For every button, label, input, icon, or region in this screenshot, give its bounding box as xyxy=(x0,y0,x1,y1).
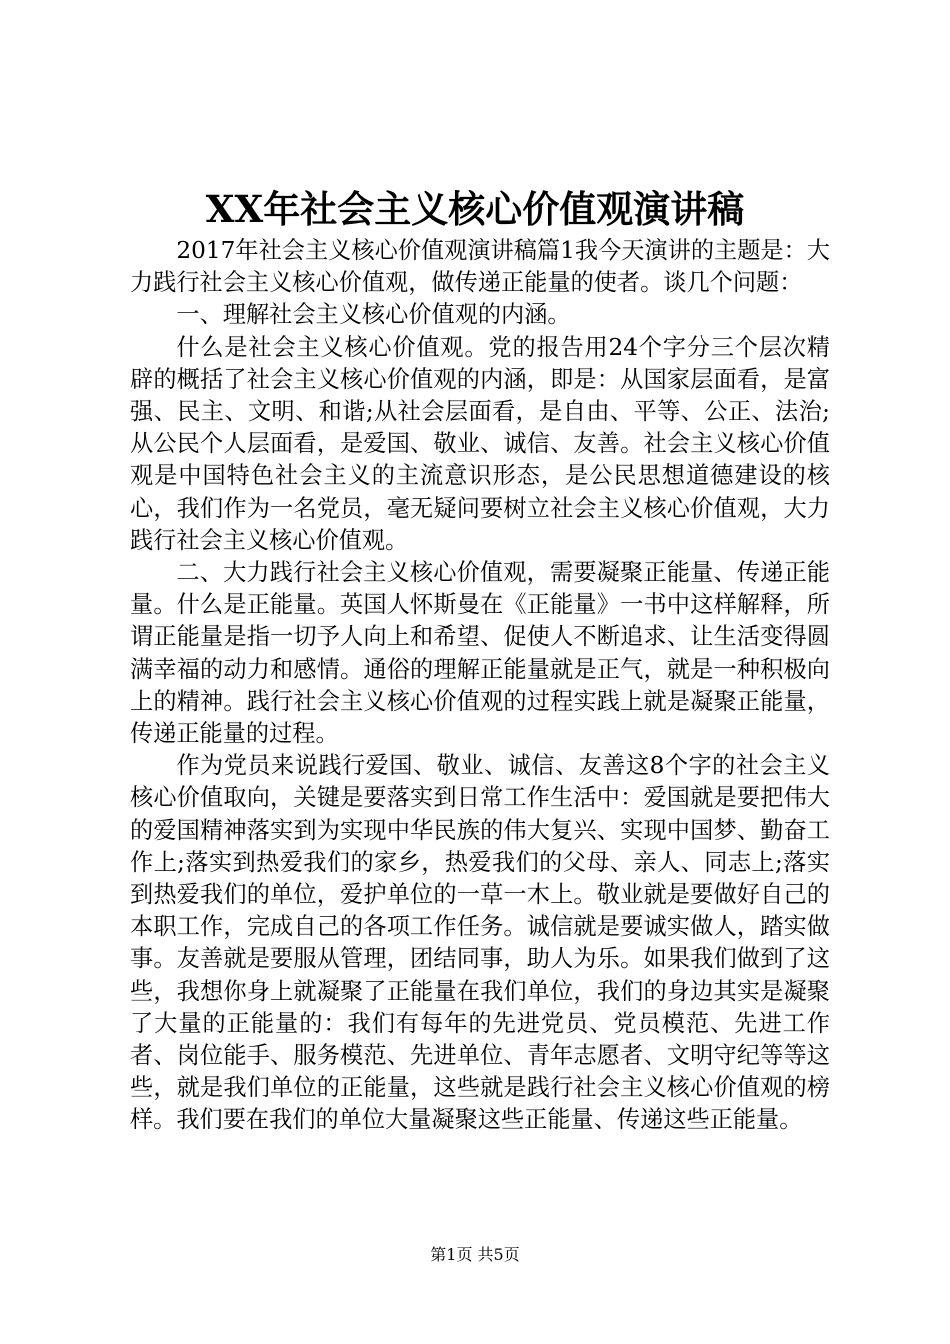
document-body xyxy=(130,235,830,1137)
paragraph-party-member-practice: 作为党员来说践行爱国、敬业、诚信、友善这8个字的社会主义核心价值取向，关键是要落实到日常工作生活中：爱国就是要把伟大的爱国精神落实到为实现中华民族的伟大复兴、实现中国梦、勤奋工作上;落实到热爱我们的家乡，热爱我们的父母、亲人、同志上;落实到热爱我们的单位，爱护单位的一草一木上。敬业就是要做好自己的本职工作，完成自己的各项工作任务。诚信就是要诚实做人，踏实做事。友善就是要服从管理，团结同事，助人为乐。如果我们做到了这些，我想你身上就凝聚了正能量在我们单位，我们的身边其实是凝聚了大量的正能量的：我们有每年的先进党员、党员模范、先进工作者、岗位能手、服务模范、先进单位、青年志愿者、文明守纪等等这些，就是我们单位的正能量，这些就是践行社会主义核心价值观的榜样。我们要在我们的单位大量凝聚这些正能量、传递这些正能量。 xyxy=(130,752,830,1134)
paragraph-core-values-definition: 什么是社会主义核心价值观。党的报告用24个字分三个层次精辟的概括了社会主义核心价值观的内涵，即是：从国家层面看，是富强、民主、文明、和谐;从社会层面看，是自由、平等、公正、法治;从公民个人层面看，是爱国、敬业、诚信、友善。社会主义核心价值观是中国特色社会主义的主流意识形态，是公民思想道德建设的核心，我们作为一名党员，毫无疑问要树立社会主义核心价值观，大力践行社会主义核心价值观。 xyxy=(130,333,830,554)
page-footer: 第1页 共5页 xyxy=(430,1245,520,1264)
paragraph-intro: 2017年社会主义核心价值观演讲稿篇1我今天演讲的主题是：大力践行社会主义核心价值观，做传递正能量的使者。谈几个问题： xyxy=(130,237,830,297)
paragraph-section-two-positive-energy: 二、大力践行社会主义核心价值观，需要凝聚正能量、传递正能量。什么是正能量。英国人怀斯曼在《正能量》一书中这样解释，所谓正能量是指一切予人向上和希望、促使人不断追求、让生活变得圆满幸福的动力和感情。通俗的理解正能量就是正气，就是一种积极向上的精神。践行社会主义核心价值观的过程实践上就是凝聚正能量，传递正能量的过程。 xyxy=(130,559,830,748)
paragraph-section-one-heading: 一、理解社会主义核心价值观的内涵。 xyxy=(176,301,571,329)
document-title: XX年社会主义核心价值观演讲稿 xyxy=(205,187,745,231)
